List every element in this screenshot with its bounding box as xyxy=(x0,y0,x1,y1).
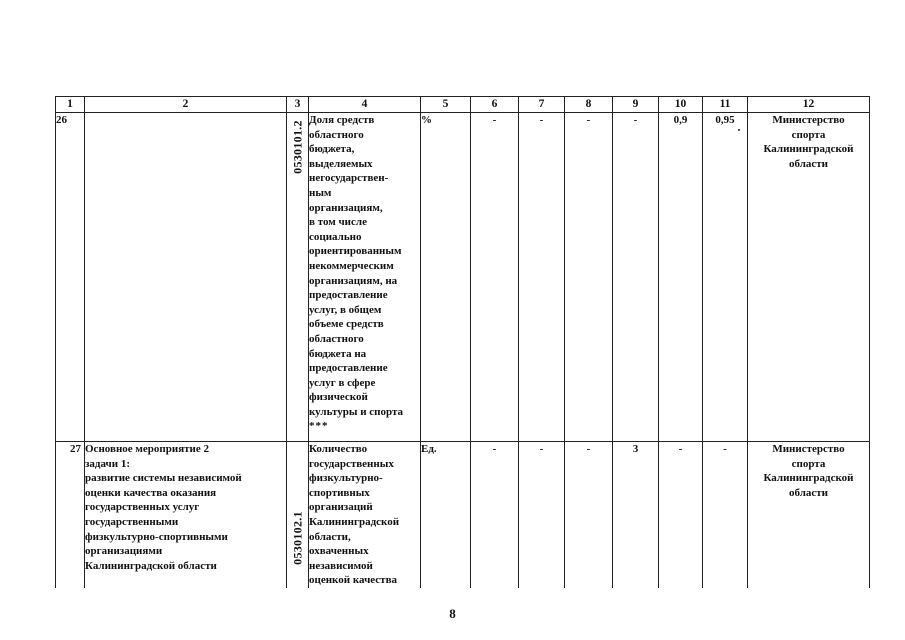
description-line: бюджета на xyxy=(309,347,367,360)
measure-line: физкультурно-спортивными xyxy=(85,530,228,543)
value-cell: - xyxy=(703,442,748,588)
description-line: услуг, в общем xyxy=(309,303,382,316)
description-line: организаций xyxy=(309,501,373,514)
description-line: Количество xyxy=(309,443,368,455)
value-cell: 0,95 xyxy=(703,113,748,442)
col-header: 3 xyxy=(287,97,309,113)
value-cell: - xyxy=(471,113,519,442)
measure-line: развитие системы независимой xyxy=(85,472,242,485)
description-line: физкультурно- xyxy=(309,472,383,485)
measure-name xyxy=(85,442,287,588)
description-line: организациям, xyxy=(309,201,383,214)
table-row xyxy=(56,113,870,442)
col-header: 1 xyxy=(56,97,85,113)
description-line: предоставление xyxy=(309,362,388,375)
value-cell: 0,9 xyxy=(659,113,703,442)
responsible-org xyxy=(748,113,870,442)
org-line: Калининградской xyxy=(763,472,854,485)
value-cell: - xyxy=(519,113,565,442)
scan-speck xyxy=(738,129,740,131)
description-line: в том числе xyxy=(309,216,367,229)
description-line: независимой xyxy=(309,559,373,572)
header-row xyxy=(56,97,870,113)
description-line: ориентированным xyxy=(309,245,402,258)
measure-line: государственных услуг xyxy=(85,501,200,514)
col-header: 7 xyxy=(519,97,565,113)
col-header: 10 xyxy=(659,97,703,113)
value-cell: - xyxy=(613,113,659,442)
measure-line: задачи 1: xyxy=(85,457,130,470)
description-line: негосударствен- xyxy=(309,172,389,185)
org-line: спорта xyxy=(791,128,826,141)
footnote-marker: *** xyxy=(309,420,329,433)
description-line: спортивных xyxy=(309,486,370,499)
description-line: социально xyxy=(309,230,362,243)
description-line: областного xyxy=(309,332,364,345)
measure-name xyxy=(85,113,287,442)
page-number: 8 xyxy=(449,606,456,621)
indicator-code: 0530101.2 xyxy=(290,120,305,174)
value-cell: - xyxy=(659,442,703,588)
col-header: 12 xyxy=(748,97,870,113)
indicator-description xyxy=(309,113,421,442)
description-line: областного xyxy=(309,128,364,141)
value-cell: 3 xyxy=(613,442,659,588)
measure-line: Основное мероприятие 2 xyxy=(85,443,210,455)
responsible-org xyxy=(748,442,870,588)
org-line: области xyxy=(788,486,829,499)
org-line: Министерство xyxy=(772,114,845,126)
value-cell: - xyxy=(565,113,613,442)
table-row xyxy=(56,442,870,588)
description-line: выделяемых xyxy=(309,157,373,170)
description-line: области, xyxy=(309,530,351,543)
org-line: Министерство xyxy=(772,443,845,455)
code-cell xyxy=(287,442,309,588)
org-line: спорта xyxy=(791,457,826,470)
indicator-table xyxy=(55,96,870,588)
description-line: некоммерческим xyxy=(309,259,394,272)
indicator-code: 0530102.1 xyxy=(290,511,305,565)
col-header: 5 xyxy=(421,97,471,113)
description-line: Доля средств xyxy=(309,114,375,126)
value-cell: - xyxy=(471,442,519,588)
description-line: государственных xyxy=(309,457,394,470)
col-header: 9 xyxy=(613,97,659,113)
unit: Ед. xyxy=(421,442,471,588)
description-line: оценкой качества xyxy=(309,574,398,587)
description-line: культуры и спорта xyxy=(309,405,404,418)
description-line: ным xyxy=(309,186,332,199)
col-header: 6 xyxy=(471,97,519,113)
org-line: Калининградской xyxy=(763,143,854,156)
measure-line: государственными xyxy=(85,515,179,528)
measure-line: организациями xyxy=(85,545,163,558)
measure-line: оценки качества оказания xyxy=(85,486,217,499)
org-line: области xyxy=(788,157,829,170)
col-header: 2 xyxy=(85,97,287,113)
measure-line: Калининградской области xyxy=(85,559,217,572)
description-line: Калининградской xyxy=(309,515,400,528)
col-header: 8 xyxy=(565,97,613,113)
value-cell: - xyxy=(519,442,565,588)
description-line: объеме средств xyxy=(309,318,384,331)
col-header: 11 xyxy=(703,97,748,113)
row-number: 27 xyxy=(56,442,85,588)
row-number: 26 xyxy=(56,113,85,442)
description-line: предоставление xyxy=(309,289,388,302)
description-line: охваченных xyxy=(309,545,369,558)
description-line: физической xyxy=(309,391,368,404)
description-line: бюджета, xyxy=(309,143,355,156)
col-header: 4 xyxy=(309,97,421,113)
description-line: организациям, на xyxy=(309,274,398,287)
code-cell xyxy=(287,113,309,442)
unit: % xyxy=(421,113,471,442)
value-cell: - xyxy=(565,442,613,588)
description-line: услуг в сфере xyxy=(309,376,376,389)
indicator-description xyxy=(309,442,421,588)
